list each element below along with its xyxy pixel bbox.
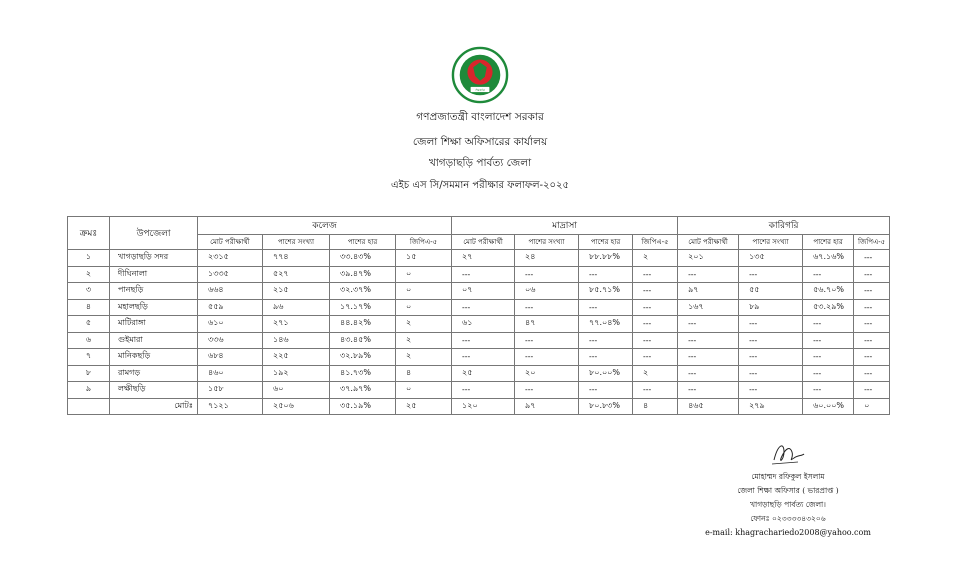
value-cell: ৪১.৭৩% (330, 365, 396, 382)
district-title: খাগড়াছড়ি পার্বত্য জেলা (428, 157, 532, 169)
upazila-cell: লক্ষীছড়ি (110, 382, 198, 399)
value-cell: ২৭ (452, 250, 515, 267)
value-cell: --- (452, 266, 515, 283)
upazila-cell: খাগড়াছড়ি সদর (110, 250, 198, 267)
value-cell: --- (854, 283, 890, 300)
value-cell: ২ (396, 332, 452, 349)
value-cell: --- (633, 382, 678, 399)
total-cell: ২৫ (396, 398, 452, 415)
value-cell: ৪৩.৪৫% (330, 332, 396, 349)
value-cell: ১৭.১৭% (330, 299, 396, 316)
value-cell: ০ (396, 266, 452, 283)
serial-cell: ৮ (68, 365, 110, 382)
total-cell: ৭১২১ (198, 398, 263, 415)
value-cell: --- (515, 266, 579, 283)
serial-header: ক্রমঃ (68, 217, 110, 250)
column-header: পাশের হার (803, 235, 854, 250)
exam-title: এইচ এস সি/সমমান পরীক্ষার ফলাফল-২০২৫ (391, 180, 569, 191)
value-cell: --- (854, 332, 890, 349)
upazila-cell: গুইমারা (110, 332, 198, 349)
value-cell: --- (739, 332, 803, 349)
serial-cell: ৫ (68, 316, 110, 333)
value-cell: --- (579, 332, 633, 349)
upazila-cell: মহালছড়ি (110, 299, 198, 316)
value-cell: ৮৯ (739, 299, 803, 316)
upazila-cell: পানছড়ি (110, 283, 198, 300)
value-cell: --- (854, 365, 890, 382)
value-cell: ১৩৫ (739, 250, 803, 267)
value-cell: --- (678, 332, 739, 349)
serial-cell: ২ (68, 266, 110, 283)
value-cell: ৬০ (263, 382, 330, 399)
results-table (67, 216, 890, 415)
value-cell: ১৬৭ (678, 299, 739, 316)
value-cell: ৩২.৩৭% (330, 283, 396, 300)
value-cell: ৭৭.০৪% (579, 316, 633, 333)
total-label: মোটঃ (110, 398, 198, 415)
value-cell: --- (633, 349, 678, 366)
value-cell: --- (803, 266, 854, 283)
value-cell: --- (739, 382, 803, 399)
value-cell: ৩৩.৪৩% (330, 250, 396, 267)
results-table-body (68, 250, 890, 415)
total-cell: ০ (854, 398, 890, 415)
column-header: মোট পরীক্ষার্থী (198, 235, 263, 250)
value-cell: ১৩৩৫ (198, 266, 263, 283)
value-cell: --- (633, 332, 678, 349)
value-cell: ২০ (515, 365, 579, 382)
table-row (68, 283, 890, 300)
value-cell: --- (633, 266, 678, 283)
value-cell: ০ (396, 382, 452, 399)
officer-email: e-mail: khagrachariedo2008@yahoo.com (705, 528, 871, 537)
upazila-header: উপজেলা (110, 217, 198, 250)
value-cell: ৮৮.৮৮% (579, 250, 633, 267)
upazila-cell: মাটিরাঙ্গা (110, 316, 198, 333)
officer-office: খাগড়াছড়ি পার্বত্য জেলা। (750, 500, 826, 509)
value-cell: ৯৬ (263, 299, 330, 316)
total-cell: ১২০ (452, 398, 515, 415)
value-cell: ০৬ (515, 283, 579, 300)
value-cell: --- (515, 349, 579, 366)
serial-cell: ৯ (68, 382, 110, 399)
value-cell: --- (579, 349, 633, 366)
value-cell: ২০১ (678, 250, 739, 267)
value-cell: --- (678, 349, 739, 366)
value-cell: --- (678, 365, 739, 382)
value-cell: ৪৪.৪২% (330, 316, 396, 333)
value-cell: ৫৬.৭০% (803, 283, 854, 300)
value-cell: ৪ (396, 365, 452, 382)
value-cell: ২ (633, 250, 678, 267)
value-cell: --- (854, 316, 890, 333)
signature-block (688, 438, 888, 540)
value-cell: ৭৭৪ (263, 250, 330, 267)
total-cell: ৪ (633, 398, 678, 415)
column-header: পাশের সংখ্যা (263, 235, 330, 250)
value-cell: --- (633, 283, 678, 300)
total-cell: ২৭৯ (739, 398, 803, 415)
serial-cell: ৬ (68, 332, 110, 349)
column-header: জিপিএ-৫ (854, 235, 890, 250)
officer-phone: ফোনঃ ০২৩৩৩৩৪৩২০৬ (750, 514, 826, 523)
total-cell: ৩৫.১৯% (330, 398, 396, 415)
value-cell: --- (452, 349, 515, 366)
office-title: জেলা শিক্ষা অফিসারের কার্যালয় (412, 136, 548, 148)
value-cell: ২ (396, 349, 452, 366)
column-header: পাশের সংখ্যা (739, 235, 803, 250)
serial-cell: ১ (68, 250, 110, 267)
value-cell: --- (678, 316, 739, 333)
technical-group-header: কারিগরি (678, 217, 890, 235)
value-cell: ৫৫৯ (198, 299, 263, 316)
value-cell: --- (633, 299, 678, 316)
column-header: পাশের হার (579, 235, 633, 250)
value-cell: ৬৭.১৬% (803, 250, 854, 267)
column-header: মোট পরীক্ষার্থী (678, 235, 739, 250)
value-cell: --- (678, 266, 739, 283)
column-header: মোট পরীক্ষার্থী (452, 235, 515, 250)
table-row (68, 250, 890, 267)
value-cell: ১৫ (396, 250, 452, 267)
value-cell: --- (854, 382, 890, 399)
column-header: পাশের হার (330, 235, 396, 250)
value-cell: --- (739, 316, 803, 333)
value-cell: ২২৫ (263, 349, 330, 366)
value-cell: ২৫ (452, 365, 515, 382)
value-cell: --- (515, 332, 579, 349)
total-cell: ৬০.০০% (803, 398, 854, 415)
value-cell: --- (515, 299, 579, 316)
total-cell: ৪৬৫ (678, 398, 739, 415)
value-cell: --- (854, 299, 890, 316)
value-cell: --- (678, 382, 739, 399)
seal-label: সরকার (475, 88, 485, 93)
value-cell: --- (452, 299, 515, 316)
value-cell: ৯৭ (678, 283, 739, 300)
total-cell: ২৫০৬ (263, 398, 330, 415)
madrasa-group-header: মাদ্রাসা (452, 217, 678, 235)
table-row (68, 382, 890, 399)
value-cell: --- (803, 349, 854, 366)
value-cell: ০ (396, 283, 452, 300)
upazila-cell: দীঘিনালা (110, 266, 198, 283)
value-cell: ০৭ (452, 283, 515, 300)
value-cell: ১৪৬ (263, 332, 330, 349)
column-header: পাশের সংখ্যা (515, 235, 579, 250)
value-cell: --- (579, 299, 633, 316)
value-cell: --- (803, 382, 854, 399)
officer-designation: জেলা শিক্ষা অফিসার ( ভারপ্রাপ্ত ) (737, 486, 839, 495)
value-cell: --- (515, 382, 579, 399)
value-cell: ৪৬০ (198, 365, 263, 382)
value-cell: --- (803, 365, 854, 382)
value-cell: ৩২.৮৯% (330, 349, 396, 366)
value-cell: ৬৮৪ (198, 349, 263, 366)
value-cell: --- (854, 250, 890, 267)
total-cell: ৯৭ (515, 398, 579, 415)
value-cell: --- (633, 316, 678, 333)
value-cell: --- (739, 266, 803, 283)
value-cell: ২ (633, 365, 678, 382)
upazila-cell: মানিকছড়ি (110, 349, 198, 366)
table-row (68, 266, 890, 283)
serial-cell: ৪ (68, 299, 110, 316)
government-title: গণপ্রজাতন্ত্রী বাংলাদেশ সরকার (416, 111, 544, 123)
value-cell: ২৪ (515, 250, 579, 267)
column-header: জিপিএ-৫ (633, 235, 678, 250)
value-cell: ০ (396, 299, 452, 316)
value-cell: ১৯২ (263, 365, 330, 382)
value-cell: --- (803, 332, 854, 349)
signature-scribble (768, 438, 808, 468)
table-row (68, 316, 890, 333)
officer-name: মোহাম্মদ রফিকুল ইসলাম (751, 472, 825, 481)
value-cell: --- (452, 382, 515, 399)
value-cell: --- (803, 316, 854, 333)
total-row (68, 398, 890, 415)
upazila-cell: রামগড় (110, 365, 198, 382)
value-cell: ৩৩৬ (198, 332, 263, 349)
value-cell: --- (739, 365, 803, 382)
value-cell: ২১৫ (263, 283, 330, 300)
value-cell: ৮৫.৭১% (579, 283, 633, 300)
value-cell: --- (739, 349, 803, 366)
value-cell: ৬১ (452, 316, 515, 333)
bangladesh-government-seal (451, 46, 509, 104)
table-row (68, 349, 890, 366)
college-group-header: কলেজ (198, 217, 452, 235)
serial-cell: ৭ (68, 349, 110, 366)
table-row (68, 365, 890, 382)
table-row (68, 299, 890, 316)
value-cell: --- (452, 332, 515, 349)
total-cell: ৮০.৮৩% (579, 398, 633, 415)
value-cell: ৩৯.৪৭% (330, 266, 396, 283)
value-cell: --- (579, 382, 633, 399)
value-cell: ২ (396, 316, 452, 333)
serial-cell: ৩ (68, 283, 110, 300)
value-cell: --- (854, 349, 890, 366)
value-cell: ৫৫ (739, 283, 803, 300)
value-cell: ৬১০ (198, 316, 263, 333)
value-cell: ৮০.০০% (579, 365, 633, 382)
value-cell: ৩৭.৯৭% (330, 382, 396, 399)
value-cell: ৪৭ (515, 316, 579, 333)
value-cell: ২৭১ (263, 316, 330, 333)
value-cell: --- (579, 266, 633, 283)
table-row (68, 332, 890, 349)
column-header: জিপিএ-৫ (396, 235, 452, 250)
value-cell: ৬৬৪ (198, 283, 263, 300)
value-cell: ২৩১৫ (198, 250, 263, 267)
value-cell: ৫৩.২৯% (803, 299, 854, 316)
value-cell: --- (854, 266, 890, 283)
value-cell: ১৫৮ (198, 382, 263, 399)
value-cell: ৫২৭ (263, 266, 330, 283)
